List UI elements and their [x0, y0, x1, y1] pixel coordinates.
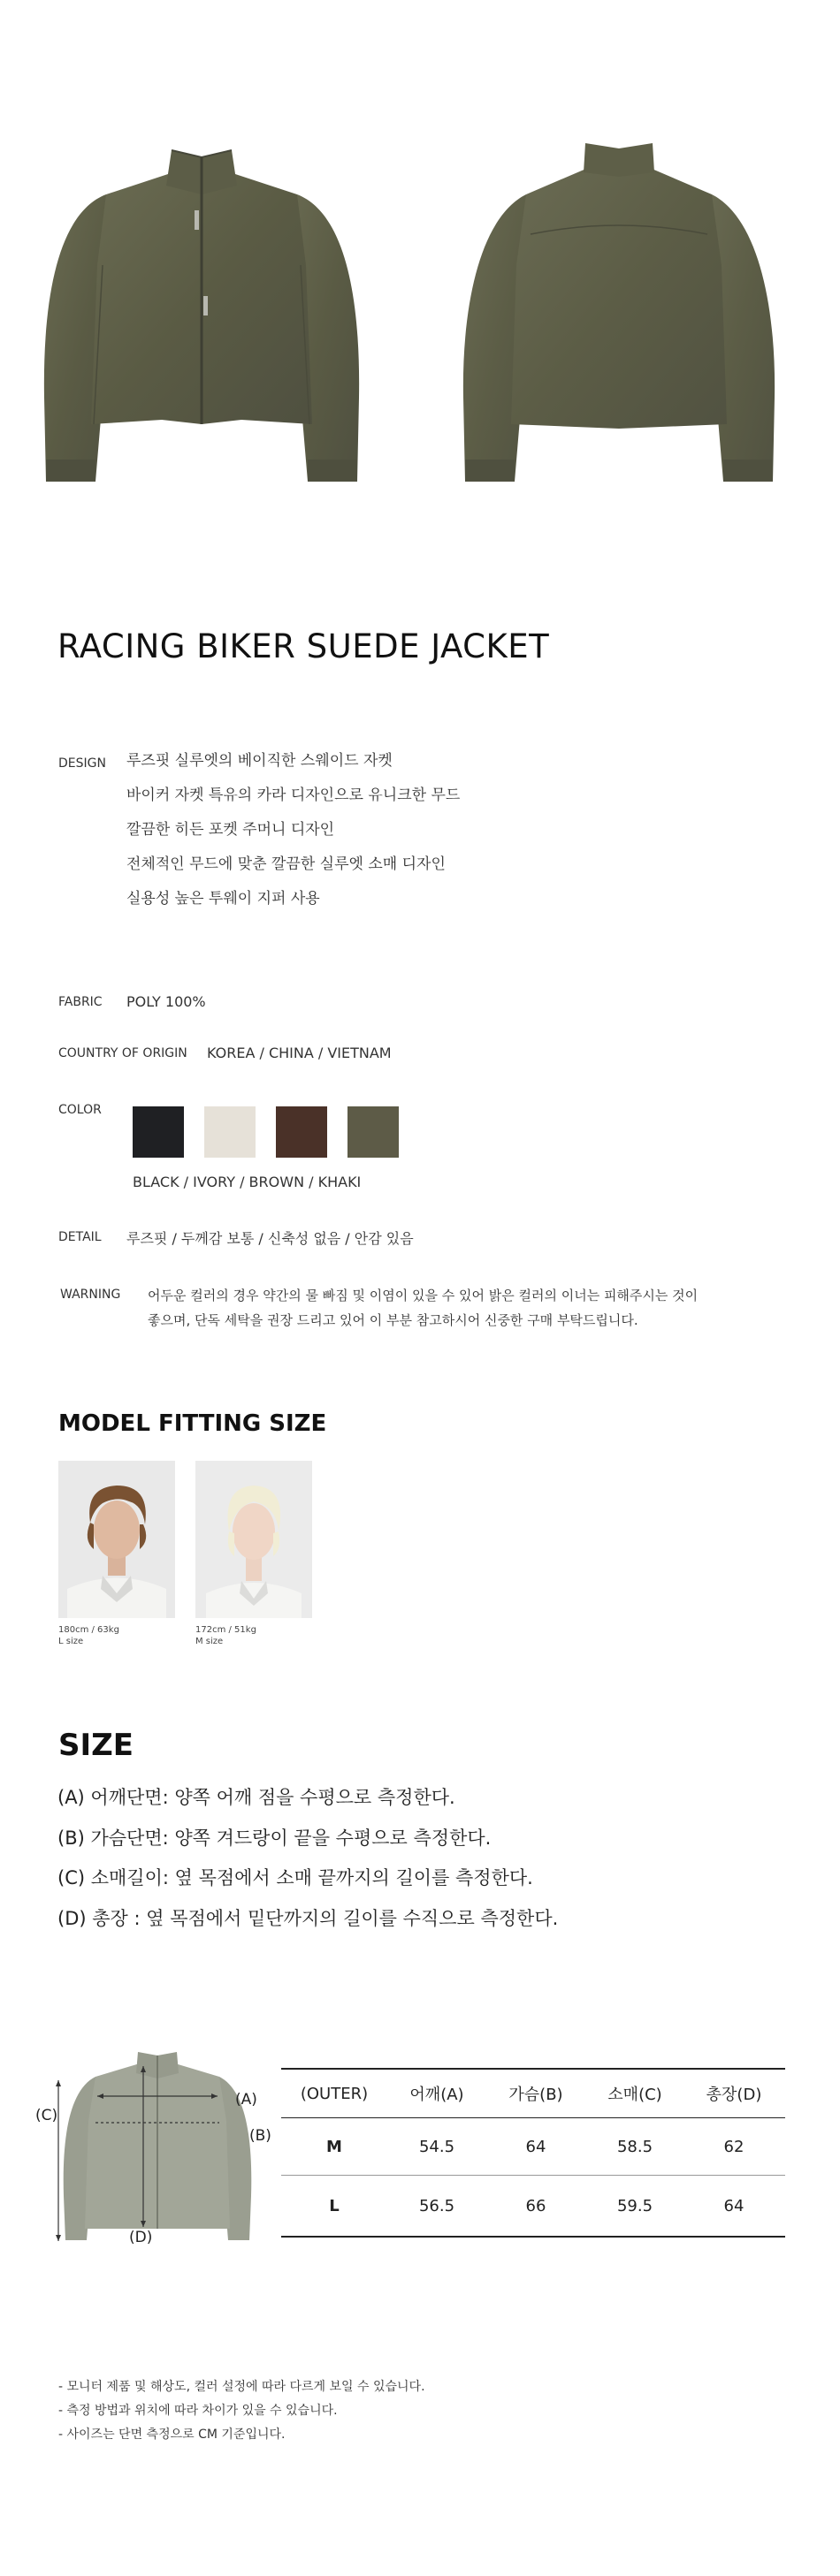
- design-label: DESIGN: [58, 756, 106, 771]
- jacket-back-image: [442, 133, 796, 504]
- color-names: BLACK / IVORY / BROWN / KHAKI: [133, 1174, 362, 1190]
- note-line: - 사이즈는 단면 측정으로 CM 기준입니다.: [58, 2428, 286, 2442]
- header-cell: 총장(D): [706, 2086, 762, 2104]
- product-title: RACING BIKER SUEDE JACKET: [57, 627, 550, 665]
- value-cell: 64: [525, 2137, 546, 2156]
- value-cell: 54.5: [418, 2137, 455, 2156]
- detail-value: 루즈핏 / 두께감 보통 / 신축성 없음 / 안감 있음: [126, 1230, 414, 1247]
- model-photo-2: [195, 1461, 312, 1618]
- warning-line-2: 좋으며, 단독 세탁을 권장 드리고 있어 이 부분 참고하시어 신중한 구매 부탁드립니다.: [148, 1312, 638, 1328]
- origin-label: COUNTRY OF ORIGIN: [58, 1046, 187, 1060]
- size-guide-line: (C) 소매길이: 옆 목점에서 소매 끝까지의 길이를 측정한다.: [57, 1867, 533, 1888]
- design-line: 전체적인 무드에 맞춘 깔끔한 실루엣 소매 디자인: [126, 855, 446, 873]
- size-guide-line: (A) 어깨단면: 양쪽 어깨 점을 수평으로 측정한다.: [57, 1787, 455, 1808]
- design-list: [126, 749, 460, 922]
- design-line: 바이커 자켓 특유의 카라 디자인으로 유니크한 무드: [126, 786, 461, 804]
- value-cell: 62: [723, 2137, 745, 2156]
- size-heading: SIZE: [58, 1728, 134, 1763]
- model-2-size: M size: [195, 1637, 224, 1646]
- value-cell: 58.5: [616, 2137, 653, 2156]
- size-table: [281, 2068, 785, 2238]
- value-cell: 64: [723, 2196, 745, 2215]
- size-guide-line: (D) 총장 : 옆 목점에서 밑단까지의 길이를 수직으로 측정한다.: [57, 1908, 559, 1929]
- size-table-header: [281, 2068, 785, 2118]
- color-label: COLOR: [58, 1103, 102, 1117]
- header-cell: 어깨(A): [409, 2086, 464, 2104]
- size-cell: L: [329, 2196, 340, 2215]
- value-cell: 59.5: [616, 2196, 653, 2215]
- table-row: [281, 2176, 785, 2238]
- fabric-value: POLY 100%: [126, 993, 206, 1010]
- design-line: 루즈핏 실루엣의 베이직한 스웨이드 자켓: [126, 752, 393, 770]
- design-line: 실용성 높은 투웨이 지퍼 사용: [126, 890, 320, 908]
- design-line: 깔끔한 히든 포켓 주머니 디자인: [126, 821, 335, 839]
- size-diagram: [34, 2041, 281, 2253]
- size-guide-line: (B) 가슴단면: 양쪽 겨드랑이 끝을 수평으로 측정한다.: [57, 1828, 492, 1849]
- value-cell: 56.5: [418, 2196, 455, 2215]
- diagram-label-d: (D): [129, 2229, 153, 2246]
- color-swatch: [347, 1106, 399, 1158]
- model-2-spec: 172cm / 51kg: [195, 1625, 256, 1635]
- jacket-front-image: [25, 133, 378, 504]
- model-photo-1: [58, 1461, 175, 1618]
- notes: [58, 2375, 425, 2447]
- detail-label: DETAIL: [58, 1230, 102, 1244]
- fabric-label: FABRIC: [58, 995, 103, 1009]
- value-cell: 66: [525, 2196, 546, 2215]
- model-1-spec: 180cm / 63kg: [58, 1625, 119, 1635]
- header-cell: (OUTER): [300, 2084, 369, 2103]
- diagram-label-c: (C): [35, 2107, 58, 2124]
- note-line: - 측정 방법과 위치에 따라 차이가 있을 수 있습니다.: [58, 2404, 338, 2418]
- model-fitting-heading: MODEL FITTING SIZE: [58, 1410, 327, 1437]
- diagram-label-a: (A): [235, 2091, 257, 2109]
- warning-label: WARNING: [60, 1288, 121, 1302]
- note-line: - 모니터 제품 및 해상도, 컬러 설정에 따라 다르게 보일 수 있습니다.: [58, 2380, 425, 2394]
- table-row: [281, 2118, 785, 2176]
- header-cell: 소매(C): [607, 2086, 662, 2104]
- header-cell: 가슴(B): [508, 2086, 563, 2104]
- model-1-size: L size: [58, 1637, 84, 1646]
- origin-value: KOREA / CHINA / VIETNAM: [207, 1045, 392, 1061]
- color-swatch: [133, 1106, 184, 1158]
- color-swatch: [276, 1106, 327, 1158]
- diagram-label-b: (B): [249, 2127, 271, 2145]
- warning-line-1: 어두운 컬러의 경우 약간의 물 빠짐 및 이염이 있을 수 있어 밝은 컬러의 이너는 피해주시는 것이: [148, 1288, 699, 1303]
- color-swatch: [204, 1106, 256, 1158]
- size-cell: M: [326, 2137, 342, 2156]
